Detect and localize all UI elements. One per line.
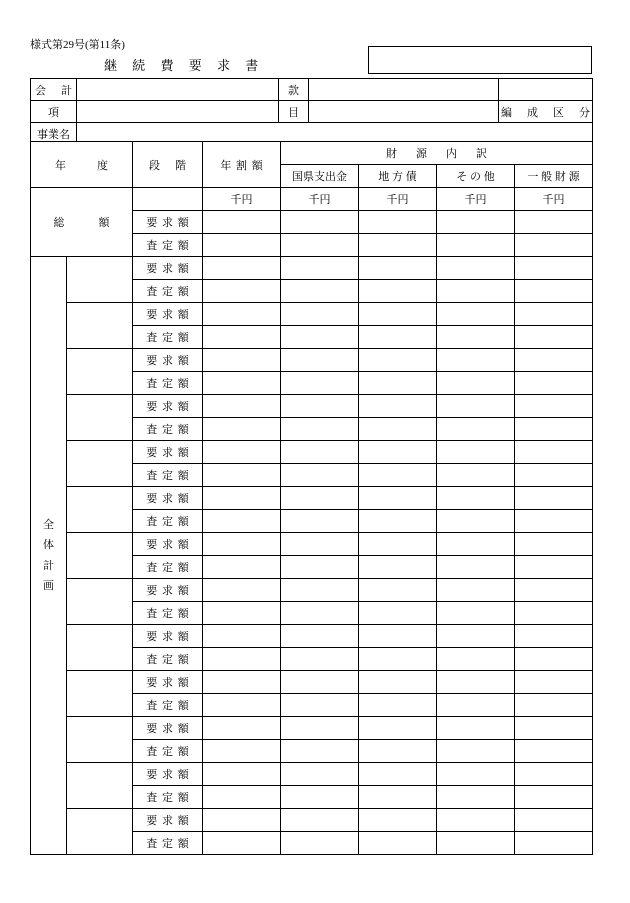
cell-source-1[interactable] xyxy=(359,717,437,740)
cell-source-3[interactable] xyxy=(515,395,593,418)
stage-label: 査 定 額 xyxy=(133,602,203,625)
cell-source-0[interactable] xyxy=(281,602,359,625)
stage-label: 査 定 額 xyxy=(133,694,203,717)
cell-source-3[interactable] xyxy=(515,648,593,671)
cell-annual-amount[interactable] xyxy=(203,349,281,372)
main-table xyxy=(30,141,593,855)
cell-source-1[interactable] xyxy=(359,602,437,625)
field-section-kan[interactable] xyxy=(309,79,499,101)
cell-source-1[interactable] xyxy=(359,303,437,326)
stage-label: 査 定 額 xyxy=(133,510,203,533)
cell-annual-amount[interactable] xyxy=(203,763,281,786)
row-header-overall-plan: 全 体 計 画 xyxy=(31,257,67,855)
col-header-general-revenue: 一 般 財 源 xyxy=(515,165,593,188)
col-header-year: 年 度 xyxy=(31,142,133,188)
unit-source-0: 千円 xyxy=(281,188,359,211)
table-row xyxy=(31,717,593,740)
cell-source-2[interactable] xyxy=(437,349,515,372)
field-top-right[interactable] xyxy=(499,79,593,101)
stage-label: 要 求 額 xyxy=(133,533,203,556)
cell-source-0[interactable] xyxy=(281,303,359,326)
cell-source-0[interactable] xyxy=(281,280,359,303)
cell-source-0[interactable] xyxy=(281,234,359,257)
cell-annual-amount[interactable] xyxy=(203,832,281,855)
cell-source-3[interactable] xyxy=(515,533,593,556)
cell-source-1[interactable] xyxy=(359,211,437,234)
unit-row xyxy=(31,188,593,211)
cell-annual-amount[interactable] xyxy=(203,372,281,395)
cell-source-0[interactable] xyxy=(281,579,359,602)
cell-annual-amount[interactable] xyxy=(203,579,281,602)
stage-label: 査 定 額 xyxy=(133,372,203,395)
cell-year[interactable] xyxy=(67,625,133,671)
cell-annual-amount[interactable] xyxy=(203,234,281,257)
form-number: 様式第29号(第11条) xyxy=(30,39,125,51)
table-row xyxy=(31,303,593,326)
cell-source-0[interactable] xyxy=(281,257,359,280)
cell-source-1[interactable] xyxy=(359,671,437,694)
cell-source-0[interactable] xyxy=(281,786,359,809)
cell-source-1[interactable] xyxy=(359,579,437,602)
cell-annual-amount[interactable] xyxy=(203,786,281,809)
cell-annual-amount[interactable] xyxy=(203,487,281,510)
cell-source-0[interactable] xyxy=(281,487,359,510)
cell-source-0[interactable] xyxy=(281,349,359,372)
table-row xyxy=(31,533,593,556)
cell-source-0[interactable] xyxy=(281,740,359,763)
stage-label: 要 求 額 xyxy=(133,303,203,326)
label-section-kan: 款 xyxy=(279,79,309,101)
cell-source-2[interactable] xyxy=(437,372,515,395)
stage-label: 査 定 額 xyxy=(133,464,203,487)
table-row xyxy=(31,441,593,464)
cell-year[interactable] xyxy=(67,809,133,855)
unit-source-1: 千円 xyxy=(359,188,437,211)
cell-source-0[interactable] xyxy=(281,625,359,648)
cell-annual-amount[interactable] xyxy=(203,533,281,556)
cell-year[interactable] xyxy=(67,533,133,579)
cell-source-2[interactable] xyxy=(437,832,515,855)
stage-label: 査 定 額 xyxy=(133,280,203,303)
cell-source-2[interactable] xyxy=(437,303,515,326)
cell-source-0[interactable] xyxy=(281,763,359,786)
page-title: 継 続 費 要 求 書 xyxy=(104,58,265,73)
cell-annual-amount[interactable] xyxy=(203,303,281,326)
table-row xyxy=(31,101,593,123)
cell-source-3[interactable] xyxy=(515,257,593,280)
cell-source-1[interactable] xyxy=(359,395,437,418)
cell-annual-amount[interactable] xyxy=(203,464,281,487)
cell-source-1[interactable] xyxy=(359,418,437,441)
cell-source-0[interactable] xyxy=(281,418,359,441)
cell-source-2[interactable] xyxy=(437,625,515,648)
cell-source-3[interactable] xyxy=(515,579,593,602)
cell-annual-amount[interactable] xyxy=(203,602,281,625)
cell-source-3[interactable] xyxy=(515,786,593,809)
cell-year[interactable] xyxy=(67,717,133,763)
cell-annual-amount[interactable] xyxy=(203,257,281,280)
cell-annual-amount[interactable] xyxy=(203,326,281,349)
cell-source-3[interactable] xyxy=(515,349,593,372)
col-header-others: そ の 他 xyxy=(437,165,515,188)
cell-source-0[interactable] xyxy=(281,510,359,533)
cell-source-1[interactable] xyxy=(359,763,437,786)
cell-source-1[interactable] xyxy=(359,326,437,349)
col-header-national-prefectural: 国県支出金 xyxy=(281,165,359,188)
cell-source-2[interactable] xyxy=(437,326,515,349)
cell-source-1[interactable] xyxy=(359,556,437,579)
cell-source-1[interactable] xyxy=(359,625,437,648)
stage-label: 査 定 額 xyxy=(133,786,203,809)
table-row xyxy=(31,625,593,648)
label-project-name: 事業名 xyxy=(31,123,77,145)
table-row xyxy=(31,349,593,372)
table-row xyxy=(31,579,593,602)
cell-source-1[interactable] xyxy=(359,349,437,372)
cell-source-2[interactable] xyxy=(437,602,515,625)
cell-source-0[interactable] xyxy=(281,372,359,395)
cell-source-1[interactable] xyxy=(359,510,437,533)
cell-annual-amount[interactable] xyxy=(203,418,281,441)
stage-label: 要 求 額 xyxy=(133,487,203,510)
cell-source-2[interactable] xyxy=(437,533,515,556)
cell-source-3[interactable] xyxy=(515,234,593,257)
cell-source-3[interactable] xyxy=(515,303,593,326)
unit-annual-amount: 千円 xyxy=(203,188,281,211)
col-header-annual-amount: 年 割 額 xyxy=(203,142,281,188)
stage-label: 要 求 額 xyxy=(133,763,203,786)
unit-source-2: 千円 xyxy=(437,188,515,211)
cell-source-2[interactable] xyxy=(437,464,515,487)
cell-source-0[interactable] xyxy=(281,694,359,717)
row-header-total: 総 額 xyxy=(31,188,133,257)
cell-source-3[interactable] xyxy=(515,602,593,625)
cell-year[interactable] xyxy=(67,763,133,809)
cell-source-3[interactable] xyxy=(515,809,593,832)
field-item-moku[interactable] xyxy=(309,101,499,123)
table-row xyxy=(31,763,593,786)
col-header-local-bonds: 地 方 債 xyxy=(359,165,437,188)
cell-source-1[interactable] xyxy=(359,234,437,257)
field-accounting[interactable] xyxy=(77,79,279,101)
cell-source-1[interactable] xyxy=(359,809,437,832)
cell-annual-amount[interactable] xyxy=(203,211,281,234)
cell-annual-amount[interactable] xyxy=(203,717,281,740)
stage-label: 要 求 額 xyxy=(133,395,203,418)
cell-source-3[interactable] xyxy=(515,763,593,786)
header-table xyxy=(30,78,593,145)
stage-label: 査 定 額 xyxy=(133,648,203,671)
cell-source-3[interactable] xyxy=(515,372,593,395)
cell-source-2[interactable] xyxy=(437,257,515,280)
col-header-stage: 段 階 xyxy=(133,142,203,188)
cell-source-2[interactable] xyxy=(437,280,515,303)
table-row xyxy=(31,395,593,418)
cell-source-1[interactable] xyxy=(359,441,437,464)
label-item-ko: 項 xyxy=(31,101,77,123)
cell-source-1[interactable] xyxy=(359,533,437,556)
cell-source-2[interactable] xyxy=(437,671,515,694)
stage-label: 要 求 額 xyxy=(133,717,203,740)
field-item-ko[interactable] xyxy=(77,101,279,123)
cell-source-0[interactable] xyxy=(281,441,359,464)
table-row xyxy=(31,809,593,832)
cell-source-1[interactable] xyxy=(359,487,437,510)
cell-source-1[interactable] xyxy=(359,786,437,809)
cell-source-3[interactable] xyxy=(515,211,593,234)
unit-source-3: 千円 xyxy=(515,188,593,211)
stage-label: 査 定 額 xyxy=(133,234,203,257)
cell-annual-amount[interactable] xyxy=(203,395,281,418)
cell-source-0[interactable] xyxy=(281,326,359,349)
stage-label: 査 定 額 xyxy=(133,418,203,441)
cell-source-1[interactable] xyxy=(359,832,437,855)
stage-label: 要 求 額 xyxy=(133,211,203,234)
stage-label: 査 定 額 xyxy=(133,832,203,855)
cell-annual-amount[interactable] xyxy=(203,740,281,763)
cell-source-2[interactable] xyxy=(437,510,515,533)
cell-source-2[interactable] xyxy=(437,211,515,234)
cell-source-2[interactable] xyxy=(437,441,515,464)
cell-source-2[interactable] xyxy=(437,786,515,809)
label-item-moku: 目 xyxy=(279,101,309,123)
cell-annual-amount[interactable] xyxy=(203,280,281,303)
cell-source-3[interactable] xyxy=(515,740,593,763)
cell-year[interactable] xyxy=(67,257,133,303)
stage-label: 要 求 額 xyxy=(133,441,203,464)
cell-source-3[interactable] xyxy=(515,441,593,464)
cell-source-0[interactable] xyxy=(281,671,359,694)
cell-source-2[interactable] xyxy=(437,487,515,510)
cell-source-1[interactable] xyxy=(359,740,437,763)
cell-source-2[interactable] xyxy=(437,694,515,717)
cell-source-3[interactable] xyxy=(515,510,593,533)
cell-annual-amount[interactable] xyxy=(203,671,281,694)
cell-source-0[interactable] xyxy=(281,832,359,855)
stage-label: 要 求 額 xyxy=(133,809,203,832)
cell-year[interactable] xyxy=(67,487,133,533)
col-header-funding-source-group: 財 源 内 訳 xyxy=(281,142,593,165)
cell-annual-amount[interactable] xyxy=(203,556,281,579)
cell-source-1[interactable] xyxy=(359,464,437,487)
cell-source-0[interactable] xyxy=(281,533,359,556)
cell-source-2[interactable] xyxy=(437,648,515,671)
cell-source-3[interactable] xyxy=(515,464,593,487)
cell-year[interactable] xyxy=(67,303,133,349)
cell-year[interactable] xyxy=(67,441,133,487)
stage-label: 査 定 額 xyxy=(133,740,203,763)
title-input-box[interactable] xyxy=(368,46,592,74)
stage-label: 査 定 額 xyxy=(133,556,203,579)
cell-source-2[interactable] xyxy=(437,809,515,832)
cell-source-2[interactable] xyxy=(437,717,515,740)
cell-source-1[interactable] xyxy=(359,372,437,395)
cell-source-3[interactable] xyxy=(515,625,593,648)
cell-source-3[interactable] xyxy=(515,487,593,510)
stage-label: 要 求 額 xyxy=(133,257,203,280)
table-row xyxy=(31,671,593,694)
cell-year[interactable] xyxy=(67,395,133,441)
cell-source-1[interactable] xyxy=(359,280,437,303)
cell-source-2[interactable] xyxy=(437,234,515,257)
cell-annual-amount[interactable] xyxy=(203,648,281,671)
cell-year[interactable] xyxy=(67,579,133,625)
cell-source-0[interactable] xyxy=(281,809,359,832)
cell-source-1[interactable] xyxy=(359,648,437,671)
cell-annual-amount[interactable] xyxy=(203,625,281,648)
cell-source-0[interactable] xyxy=(281,464,359,487)
stage-label: 要 求 額 xyxy=(133,579,203,602)
cell-source-3[interactable] xyxy=(515,556,593,579)
stage-label: 要 求 額 xyxy=(133,671,203,694)
cell-source-2[interactable] xyxy=(437,740,515,763)
cell-annual-amount[interactable] xyxy=(203,694,281,717)
table-row xyxy=(31,79,593,101)
cell-annual-amount[interactable] xyxy=(203,809,281,832)
cell-annual-amount[interactable] xyxy=(203,510,281,533)
cell-source-3[interactable] xyxy=(515,418,593,441)
cell-source-0[interactable] xyxy=(281,211,359,234)
table-header-row xyxy=(31,142,593,165)
cell-source-3[interactable] xyxy=(515,694,593,717)
cell-source-3[interactable] xyxy=(515,280,593,303)
cell-year[interactable] xyxy=(67,349,133,395)
cell-source-2[interactable] xyxy=(437,395,515,418)
cell-source-2[interactable] xyxy=(437,418,515,441)
stage-label: 要 求 額 xyxy=(133,349,203,372)
cell-source-0[interactable] xyxy=(281,395,359,418)
stage-label: 査 定 額 xyxy=(133,326,203,349)
table-row xyxy=(31,257,593,280)
cell-source-1[interactable] xyxy=(359,694,437,717)
label-accounting: 会 計 xyxy=(31,79,77,101)
cell-source-3[interactable] xyxy=(515,717,593,740)
cell-source-3[interactable] xyxy=(515,671,593,694)
cell-source-0[interactable] xyxy=(281,648,359,671)
label-compilation-category: 編 成 区 分 xyxy=(499,101,593,123)
cell-annual-amount[interactable] xyxy=(203,441,281,464)
table-row xyxy=(31,487,593,510)
cell-year[interactable] xyxy=(67,671,133,717)
stage-label: 要 求 額 xyxy=(133,625,203,648)
cell-source-2[interactable] xyxy=(437,763,515,786)
cell-source-0[interactable] xyxy=(281,556,359,579)
stage-empty-unit xyxy=(133,188,203,211)
cell-source-2[interactable] xyxy=(437,579,515,602)
cell-source-3[interactable] xyxy=(515,832,593,855)
cell-source-2[interactable] xyxy=(437,556,515,579)
cell-source-3[interactable] xyxy=(515,326,593,349)
cell-source-0[interactable] xyxy=(281,717,359,740)
cell-source-1[interactable] xyxy=(359,257,437,280)
